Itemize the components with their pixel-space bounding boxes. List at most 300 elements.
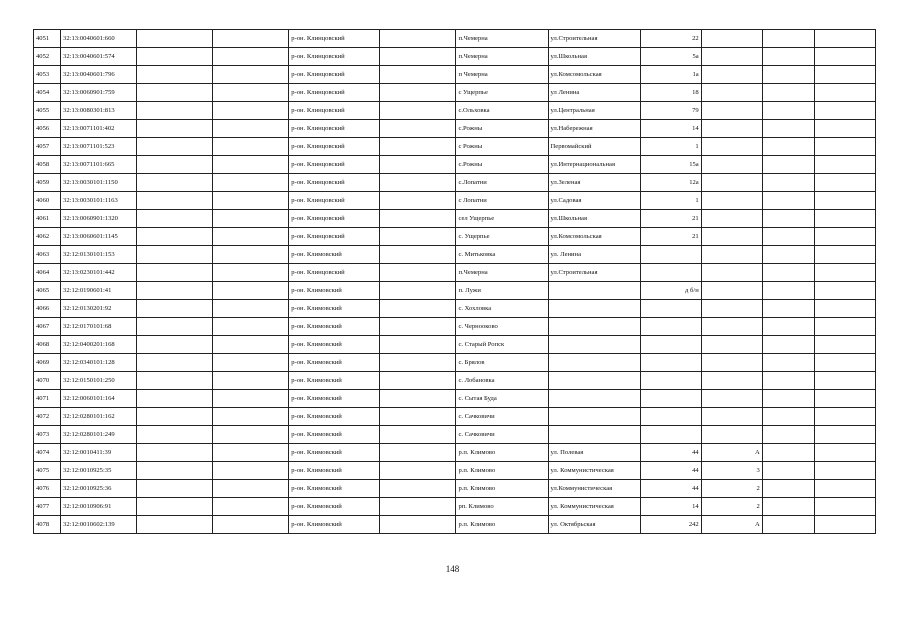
table-cell: 32:13:0071101:665 (61, 156, 137, 174)
table-cell: п.Чемерна (456, 264, 548, 282)
table-cell: 21 (640, 228, 701, 246)
table-cell: 32:13:0071101:402 (61, 120, 137, 138)
table-cell: 32:13:0030101:1150 (61, 174, 137, 192)
table-cell (814, 246, 875, 264)
table-cell: 4076 (34, 480, 61, 498)
table-cell: р-он. Клинцовский (289, 84, 380, 102)
table-cell (137, 48, 213, 66)
table-cell (213, 282, 289, 300)
table-cell (762, 462, 814, 480)
table-cell: 4070 (34, 372, 61, 390)
table-cell (548, 390, 640, 408)
table-cell: р-он. Климовский (289, 336, 380, 354)
table-cell: с.Рожны (456, 156, 548, 174)
table-cell (380, 192, 456, 210)
table-cell (814, 372, 875, 390)
table-cell (380, 498, 456, 516)
table-row (34, 426, 876, 444)
table-row (34, 390, 876, 408)
table-cell: 4054 (34, 84, 61, 102)
table-cell (814, 300, 875, 318)
table-cell (137, 336, 213, 354)
table-cell (213, 30, 289, 48)
table-cell: с Рожны (456, 138, 548, 156)
table-cell: сел Ущерпье (456, 210, 548, 228)
table-cell (548, 318, 640, 336)
table-row (34, 462, 876, 480)
table-cell (762, 48, 814, 66)
table-cell: р-он. Клинцовский (289, 48, 380, 66)
table-cell (762, 408, 814, 426)
table-cell (762, 282, 814, 300)
table-cell (213, 354, 289, 372)
table-cell: 4059 (34, 174, 61, 192)
table-cell: р-он. Клинцовский (289, 228, 380, 246)
table-cell (762, 174, 814, 192)
table-cell (762, 138, 814, 156)
table-cell (814, 516, 875, 534)
table-cell (380, 462, 456, 480)
table-cell (701, 174, 762, 192)
table-cell: 15а (640, 156, 701, 174)
table-cell (213, 300, 289, 318)
table-cell (380, 300, 456, 318)
table-row (34, 210, 876, 228)
table-cell (762, 444, 814, 462)
table-cell: ул.Набережная (548, 120, 640, 138)
table-cell (137, 318, 213, 336)
table-cell (814, 408, 875, 426)
table-cell (137, 498, 213, 516)
table-cell: с Ущерпье (456, 84, 548, 102)
table-cell: 32:12:0280101:162 (61, 408, 137, 426)
table-cell: 32:12:0010906:91 (61, 498, 137, 516)
table-cell (701, 282, 762, 300)
table-cell (701, 426, 762, 444)
table-cell (137, 102, 213, 120)
table-cell: р-он. Климовский (289, 408, 380, 426)
table-cell (380, 444, 456, 462)
table-cell (640, 246, 701, 264)
table-cell (380, 174, 456, 192)
table-cell: 79 (640, 102, 701, 120)
table-cell (380, 354, 456, 372)
table-row (34, 84, 876, 102)
table-cell (548, 426, 640, 444)
table-cell: 32:12:0130201:92 (61, 300, 137, 318)
table-cell (380, 516, 456, 534)
table-cell (762, 156, 814, 174)
table-cell: п Чемерна (456, 66, 548, 84)
table-cell (640, 390, 701, 408)
table-cell (548, 408, 640, 426)
table-cell: р-он. Климовский (289, 246, 380, 264)
table-cell (701, 192, 762, 210)
table-cell (814, 354, 875, 372)
table-cell: 32:12:0130101:153 (61, 246, 137, 264)
table-cell (137, 174, 213, 192)
table-cell (701, 390, 762, 408)
table-cell: 44 (640, 480, 701, 498)
table-cell (380, 426, 456, 444)
table-cell (814, 228, 875, 246)
table-cell (814, 444, 875, 462)
table-cell (814, 282, 875, 300)
table-cell: ул Ленина (548, 84, 640, 102)
table-cell (213, 210, 289, 228)
table-row (34, 444, 876, 462)
table-cell (213, 480, 289, 498)
table-cell (380, 480, 456, 498)
table-cell (701, 30, 762, 48)
table-cell (137, 138, 213, 156)
table-cell: 4065 (34, 282, 61, 300)
table-cell: ул. Коммунистическая (548, 498, 640, 516)
table-cell: 2 (701, 480, 762, 498)
table-cell (213, 246, 289, 264)
table-row (34, 120, 876, 138)
table-cell: ул. Коммунистическая (548, 462, 640, 480)
table-row (34, 300, 876, 318)
table-cell: с. Чернооково (456, 318, 548, 336)
table-cell: р-он. Клинцовский (289, 174, 380, 192)
table-cell: р-он. Климовский (289, 498, 380, 516)
table-cell (380, 318, 456, 336)
table-cell (213, 516, 289, 534)
table-row (34, 174, 876, 192)
table-cell (762, 300, 814, 318)
table-cell (814, 498, 875, 516)
table-cell (213, 120, 289, 138)
table-cell (137, 354, 213, 372)
table-cell (814, 102, 875, 120)
table-cell: ул.Центральная (548, 102, 640, 120)
table-cell (213, 408, 289, 426)
table-cell: с.Рожны (456, 120, 548, 138)
table-cell: 4061 (34, 210, 61, 228)
table-cell (762, 336, 814, 354)
table-cell: 32:12:0010925:35 (61, 462, 137, 480)
table-cell (814, 30, 875, 48)
table-cell (762, 120, 814, 138)
table-cell (762, 498, 814, 516)
table-cell: 4078 (34, 516, 61, 534)
table-cell: с. Сачковичи (456, 408, 548, 426)
table-cell: р-он. Клинцовский (289, 192, 380, 210)
table-cell (380, 228, 456, 246)
table-cell: 4063 (34, 246, 61, 264)
table-cell: ул.Интернациональная (548, 156, 640, 174)
table-cell (762, 102, 814, 120)
table-cell: ул. Ленина (548, 246, 640, 264)
table-cell (762, 390, 814, 408)
table-cell (380, 264, 456, 282)
table-cell (380, 210, 456, 228)
table-cell: 4066 (34, 300, 61, 318)
table-cell: 4060 (34, 192, 61, 210)
table-cell (762, 372, 814, 390)
table-cell: с.Лопатни (456, 174, 548, 192)
table-cell: 4055 (34, 102, 61, 120)
table-cell: 242 (640, 516, 701, 534)
table-cell: с. Лобановка (456, 372, 548, 390)
table-cell (213, 192, 289, 210)
table-cell: р-он. Климовский (289, 480, 380, 498)
table-row (34, 498, 876, 516)
table-cell: 4064 (34, 264, 61, 282)
table-cell: ул.Школьная (548, 210, 640, 228)
table-cell: 1а (640, 66, 701, 84)
table-cell: 4071 (34, 390, 61, 408)
table-cell (213, 462, 289, 480)
table-cell (137, 300, 213, 318)
table-cell: р.п. Климово (456, 480, 548, 498)
table-cell (137, 426, 213, 444)
table-cell (213, 102, 289, 120)
table-cell (814, 192, 875, 210)
table-cell (137, 228, 213, 246)
table-cell: 1 (640, 138, 701, 156)
table-cell (137, 264, 213, 282)
table-cell (701, 318, 762, 336)
table-cell: 22 (640, 30, 701, 48)
table-cell (701, 210, 762, 228)
table-row (34, 480, 876, 498)
table-cell: 12а (640, 174, 701, 192)
table-cell (137, 120, 213, 138)
table-row (34, 516, 876, 534)
table-cell: 4069 (34, 354, 61, 372)
table-cell: р-он. Климовский (289, 426, 380, 444)
table-cell: 32:12:0190601:41 (61, 282, 137, 300)
table-cell (814, 174, 875, 192)
table-cell: 3 (701, 462, 762, 480)
table-cell (701, 120, 762, 138)
table-cell (548, 282, 640, 300)
table-cell (380, 336, 456, 354)
table-cell (137, 156, 213, 174)
table-cell: 4074 (34, 444, 61, 462)
table-cell (762, 480, 814, 498)
table-cell (380, 246, 456, 264)
table-cell (814, 210, 875, 228)
table-cell (548, 336, 640, 354)
table-cell: с. Сытая Буда (456, 390, 548, 408)
table-cell (137, 408, 213, 426)
table-cell: р-он. Климовский (289, 282, 380, 300)
table-cell: ул.Зеленая (548, 174, 640, 192)
table-cell (814, 336, 875, 354)
table-cell (213, 138, 289, 156)
table-row (34, 138, 876, 156)
table-row (34, 408, 876, 426)
table-cell (213, 174, 289, 192)
table-cell: 4058 (34, 156, 61, 174)
table-cell (213, 444, 289, 462)
table-cell (762, 228, 814, 246)
table-cell: 32:12:0010925:36 (61, 480, 137, 498)
table-cell (701, 300, 762, 318)
table-cell (548, 354, 640, 372)
table-cell (701, 66, 762, 84)
table-cell (137, 246, 213, 264)
table-cell: р.п. Климово (456, 444, 548, 462)
table-cell (213, 66, 289, 84)
table-row (34, 48, 876, 66)
table-cell (814, 138, 875, 156)
table-cell (137, 462, 213, 480)
table-cell: 32:12:0010411:39 (61, 444, 137, 462)
table-cell (762, 192, 814, 210)
table-cell: 4052 (34, 48, 61, 66)
table-row (34, 282, 876, 300)
table-cell: 4075 (34, 462, 61, 480)
table-cell: ул.Коммунистическая (548, 480, 640, 498)
table-row (34, 102, 876, 120)
table-cell: 32:13:0060901:759 (61, 84, 137, 102)
table-cell (137, 84, 213, 102)
table-cell: 32:13:0040601:796 (61, 66, 137, 84)
table-cell (380, 84, 456, 102)
table-row (34, 228, 876, 246)
table-cell: 32:12:0400201:168 (61, 336, 137, 354)
table-cell: 32:12:0060101:164 (61, 390, 137, 408)
table-cell (213, 156, 289, 174)
table-cell (814, 480, 875, 498)
table-cell (213, 426, 289, 444)
table-cell (213, 336, 289, 354)
table-cell (213, 84, 289, 102)
table-cell (701, 246, 762, 264)
table-cell: 4068 (34, 336, 61, 354)
table-cell (640, 300, 701, 318)
table-cell: с.Ольховка (456, 102, 548, 120)
table-cell: ул.Комсомольская (548, 66, 640, 84)
table-cell: п. Лужи (456, 282, 548, 300)
table-cell (213, 390, 289, 408)
table-cell: с Лопатни (456, 192, 548, 210)
page-number: 148 (445, 564, 460, 574)
table-cell: п.Чемерна (456, 30, 548, 48)
table-cell: 4062 (34, 228, 61, 246)
table-cell (137, 444, 213, 462)
table-cell: р-он. Клинцовский (289, 210, 380, 228)
table-cell (814, 66, 875, 84)
table-row (34, 264, 876, 282)
table-cell: п.Чемерна (456, 48, 548, 66)
table-cell: с. Митьковка (456, 246, 548, 264)
table-row (34, 66, 876, 84)
table-cell: р-он. Клинцовский (289, 66, 380, 84)
table-cell (380, 102, 456, 120)
table-cell (640, 264, 701, 282)
table-cell (701, 102, 762, 120)
table-cell: ул.Садовая (548, 192, 640, 210)
table-cell (213, 318, 289, 336)
table-cell (137, 480, 213, 498)
table-cell: 4067 (34, 318, 61, 336)
table-cell: 32:13:0040601:660 (61, 30, 137, 48)
table-cell (762, 246, 814, 264)
table-cell: с. Ущерпье (456, 228, 548, 246)
table-cell: 44 (640, 444, 701, 462)
table-cell (640, 354, 701, 372)
table-cell: ул.Школьная (548, 48, 640, 66)
table-row (34, 30, 876, 48)
table-row (34, 246, 876, 264)
table-cell: р-он. Климовский (289, 372, 380, 390)
table-cell (701, 264, 762, 282)
table-cell (701, 372, 762, 390)
table-cell (380, 390, 456, 408)
table-cell: 32:13:0071101:523 (61, 138, 137, 156)
table-cell (380, 408, 456, 426)
table-row (34, 354, 876, 372)
table-cell: ул. Полевая (548, 444, 640, 462)
table-cell: ул.Комсомольская (548, 228, 640, 246)
table-cell: 32:12:0280101:249 (61, 426, 137, 444)
table-cell: р-он. Климовский (289, 444, 380, 462)
table-cell: с. Старый Ропск (456, 336, 548, 354)
table-cell: д б/н (640, 282, 701, 300)
table-cell (814, 84, 875, 102)
table-cell (814, 462, 875, 480)
table-cell (137, 192, 213, 210)
table-cell (814, 120, 875, 138)
table-cell (701, 156, 762, 174)
table-cell (137, 372, 213, 390)
table-cell (701, 408, 762, 426)
table-cell (137, 210, 213, 228)
table-cell: 5а (640, 48, 701, 66)
table-cell (814, 426, 875, 444)
table-cell (640, 336, 701, 354)
table-cell (762, 210, 814, 228)
table-cell: р-он. Клинцовский (289, 264, 380, 282)
table-cell: 14 (640, 498, 701, 516)
table-cell: 32:13:0040601:574 (61, 48, 137, 66)
table-cell (814, 390, 875, 408)
table-cell (548, 372, 640, 390)
table-row (34, 192, 876, 210)
table-cell (137, 30, 213, 48)
table-cell: р-он. Клинцовский (289, 120, 380, 138)
table-cell: р-он. Клинцовский (289, 138, 380, 156)
table-cell: 32:12:0150101:250 (61, 372, 137, 390)
table-cell: рп. Климово (456, 498, 548, 516)
table-cell (762, 426, 814, 444)
table-body (34, 30, 876, 534)
table-cell (213, 48, 289, 66)
table-cell: р.п. Климово (456, 462, 548, 480)
table-cell (380, 120, 456, 138)
table-cell (640, 372, 701, 390)
table-cell (701, 354, 762, 372)
table-cell: 32:12:0170101:68 (61, 318, 137, 336)
table-cell: 4077 (34, 498, 61, 516)
table-cell: р-он. Клинцовский (289, 30, 380, 48)
table-cell (213, 264, 289, 282)
table-cell (640, 408, 701, 426)
table-cell (701, 228, 762, 246)
table-cell: р-он. Клинцовский (289, 156, 380, 174)
table-cell: 32:13:0030101:1163 (61, 192, 137, 210)
table-cell: 4056 (34, 120, 61, 138)
table-cell: р-он. Климовский (289, 390, 380, 408)
table-cell: 44 (640, 462, 701, 480)
table-cell: 4072 (34, 408, 61, 426)
table-cell: с. Брялов (456, 354, 548, 372)
